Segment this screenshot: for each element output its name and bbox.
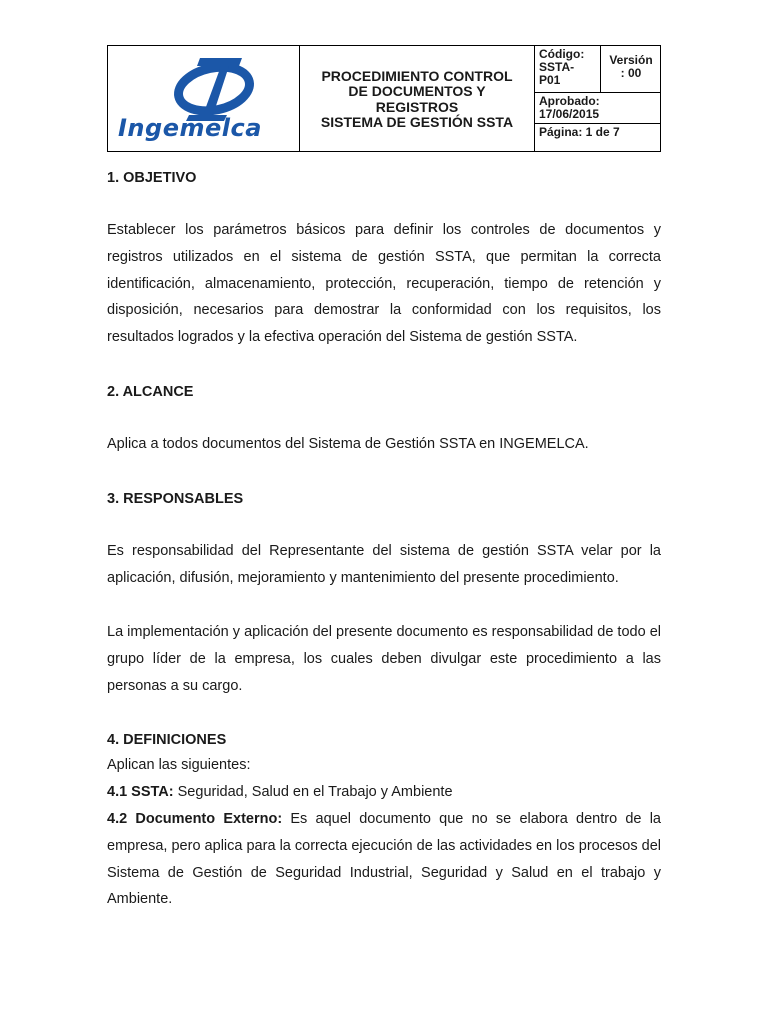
section-title-responsables: 3. RESPONSABLES: [107, 491, 244, 507]
version-line: : 00: [620, 66, 642, 80]
document-version: [601, 46, 661, 93]
section-title-definiciones: 4. DEFINICIONES: [107, 732, 227, 748]
logo-cell: [108, 46, 300, 152]
document-code: [535, 46, 601, 93]
definition-item: [107, 806, 661, 913]
definition-item: [107, 779, 661, 806]
logo-wordmark: Ingemelca: [118, 114, 262, 142]
responsables-paragraph-1: Es responsabilidad del Representante del sistema de gestión SSTA velar por la aplicación, difusión, mejoramiento y mantenimiento del presente procedimiento.: [107, 543, 661, 586]
code-line: SSTA-: [539, 60, 575, 74]
document-title: [300, 46, 535, 152]
definiciones-intro: Aplican las siguientes:: [107, 757, 251, 773]
definition-term: 4.1 SSTA:: [107, 784, 174, 800]
version-line: Versión: [609, 53, 653, 67]
page-number: Página: 1 de 7: [535, 124, 661, 152]
approval-date: [535, 93, 661, 124]
alcance-paragraph: Aplica a todos documentos del Sistema de Gestión SSTA en INGEMELCA.: [107, 436, 589, 452]
responsables-paragraph-2: La implementación y aplicación del presente documento es responsabilidad de todo el grupo líder de la empresa, los cuales deben divulgar este procedimiento a las personas a su cargo.: [107, 624, 661, 694]
title-line: DE DOCUMENTOS Y: [348, 83, 486, 99]
definition-term: 4.2 Documento Externo:: [107, 811, 283, 827]
approval-line: Aprobado:: [539, 94, 600, 108]
definition-text: Es aquel documento que no se elabora dentro de la empresa, pero aplica para la correcta ejecución de las actividades en los procesos del Sistema de Gestión de Seguridad Industrial, Seguridad y Salud en el trabajo y Ambiente.: [107, 811, 661, 908]
objetivo-paragraph: Establecer los parámetros básicos para definir los controles de documentos y registros utilizados en el sistema de gestión SSTA, que permitan la correcta identificación, almacenamiento, protección, recuperación, tiempo de retención y disposición, necesarios para demostrar la conformidad con los requisitos, los resultados logrados y la efectiva operación del Sistema de gestión SSTA.: [107, 222, 661, 346]
approval-line: 17/06/2015: [539, 107, 600, 121]
code-line: P01: [539, 73, 561, 87]
code-line: Código:: [539, 47, 585, 61]
title-line: SISTEMA DE GESTIÓN SSTA: [320, 114, 514, 130]
definition-text: Seguridad, Salud en el Trabajo y Ambiente: [173, 784, 453, 800]
title-line: PROCEDIMIENTO CONTROL: [321, 67, 513, 84]
section-title-alcance: 2. ALCANCE: [107, 384, 194, 400]
section-title-objetivo: 1. OBJETIVO: [107, 170, 197, 186]
document-header: [107, 45, 661, 152]
title-line: REGISTROS: [375, 98, 459, 115]
